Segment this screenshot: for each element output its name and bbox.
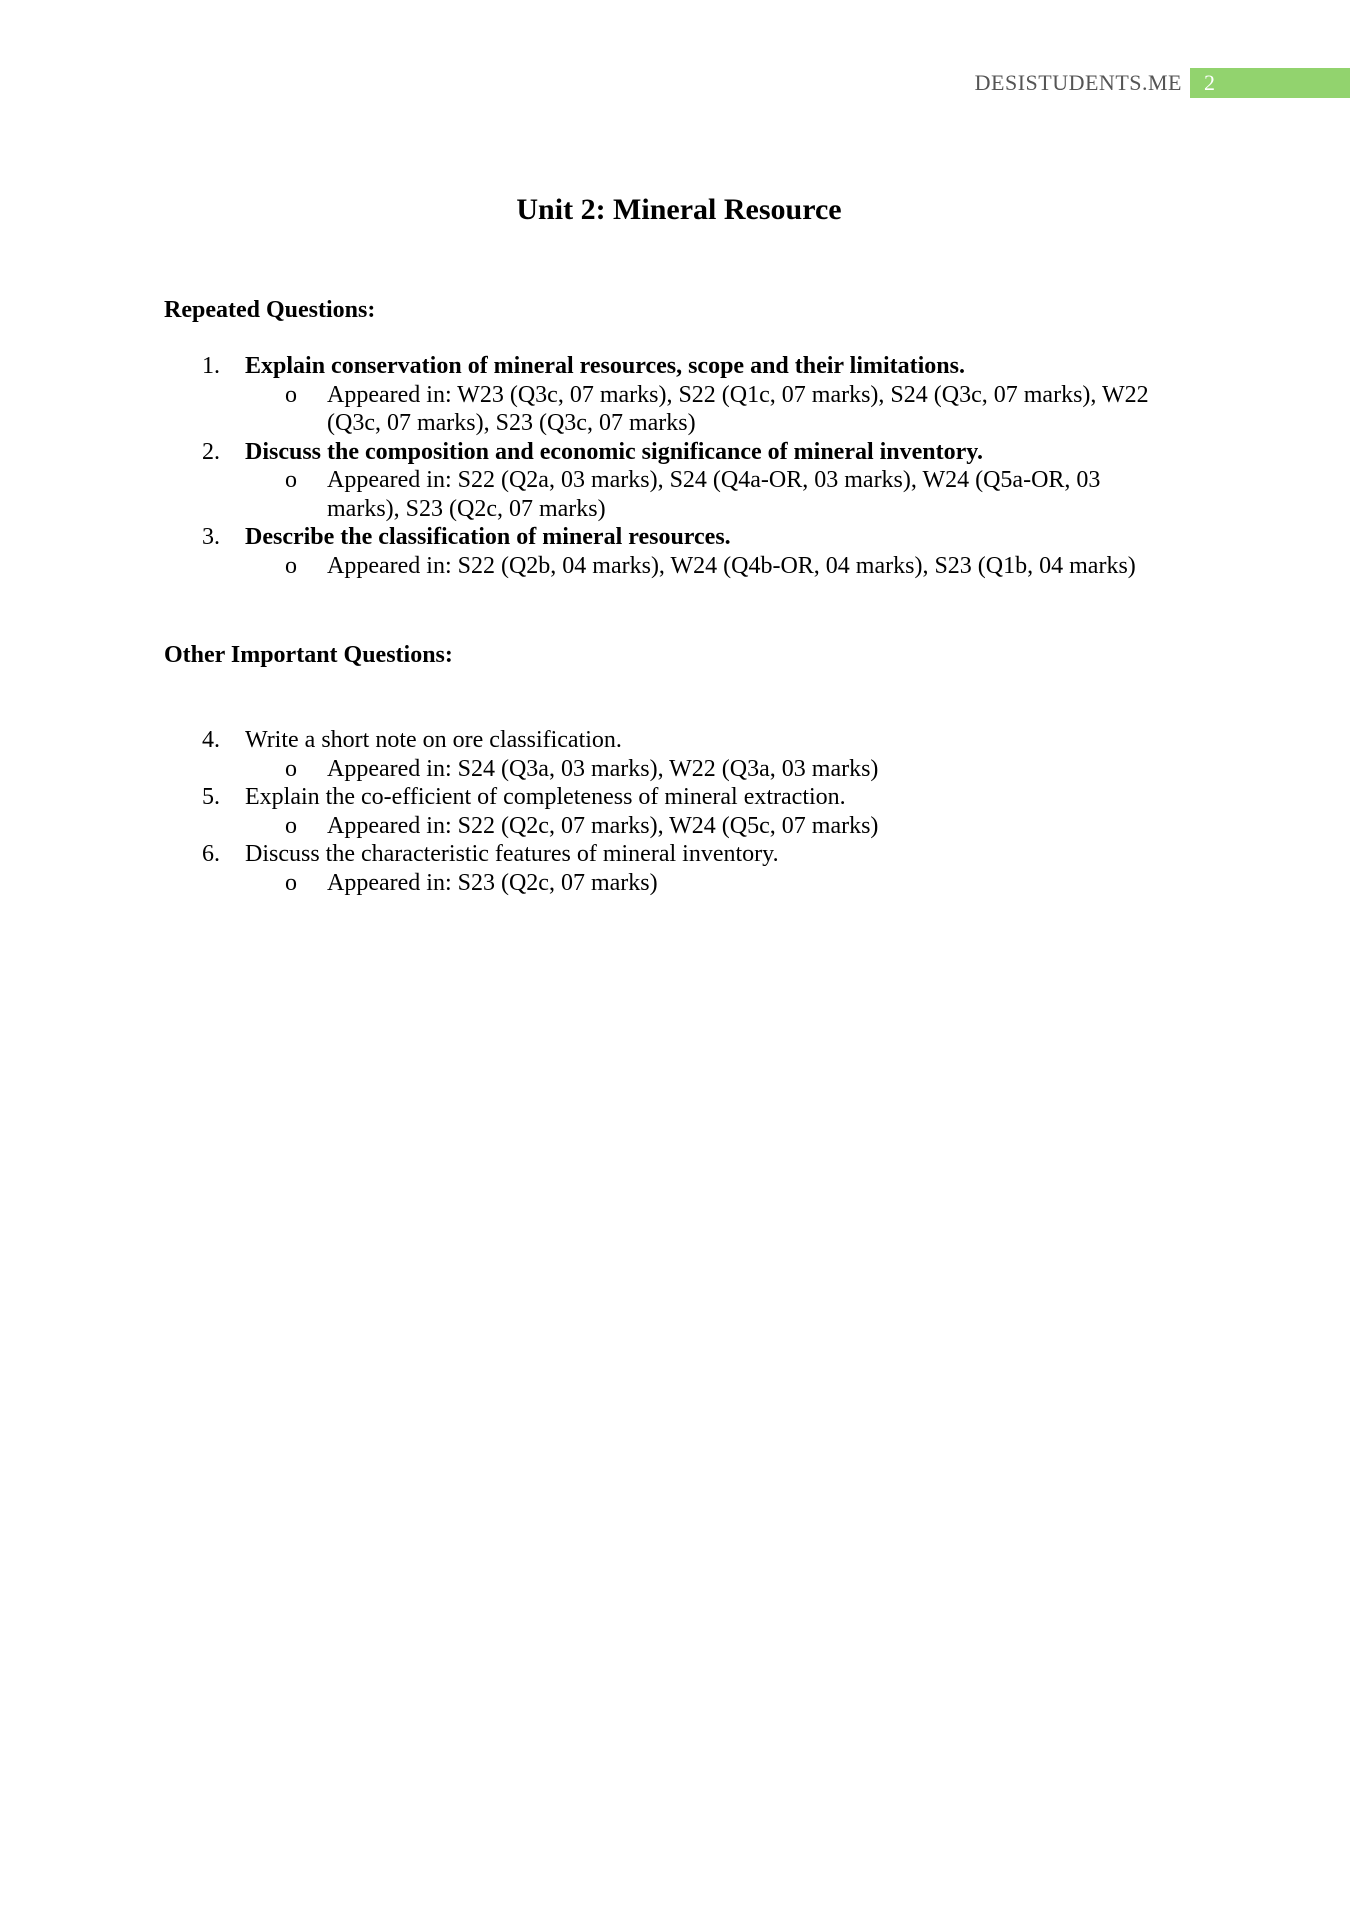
appeared-in-item — [164, 381, 1224, 438]
other-questions-heading: Other Important Questions: — [164, 642, 453, 668]
question-number: 4. — [202, 727, 220, 753]
question-item — [164, 726, 1224, 755]
question-item — [164, 783, 1224, 812]
question-number: 2. — [202, 438, 220, 465]
question-text: Write a short note on ore classification. — [245, 727, 622, 753]
repeated-questions-heading: Repeated Questions: — [164, 297, 376, 323]
question-text: Discuss the characteristic features of mineral inventory. — [245, 841, 779, 867]
appeared-in-line: Appeared in: S23 (Q2c, 07 marks) — [327, 869, 658, 896]
page-header — [0, 68, 1358, 98]
question-text: Explain the co-efficient of completeness of mineral extraction. — [245, 784, 846, 810]
appeared-in-line: Appeared in: S22 (Q2c, 07 marks), W24 (Q5c, 07 marks) — [327, 812, 879, 839]
bullet-icon: o — [285, 755, 297, 782]
repeated-questions-list — [164, 352, 1224, 580]
question-item — [164, 438, 1224, 467]
bullet-icon: o — [285, 869, 297, 896]
page-number: 2 — [1204, 70, 1215, 95]
appeared-in-line: Appeared in: W23 (Q3c, 07 marks), S22 (Q1c, 07 marks), S24 (Q3c, 07 marks), W22 — [327, 381, 1149, 408]
question-number: 3. — [202, 524, 220, 550]
appeared-in-item — [164, 466, 1224, 523]
question-item — [164, 840, 1224, 869]
bullet-icon: o — [285, 467, 297, 493]
appeared-in-line: (Q3c, 07 marks), S23 (Q3c, 07 marks) — [327, 410, 696, 436]
appeared-in-line: Appeared in: S22 (Q2a, 03 marks), S24 (Q4a-OR, 03 marks), W24 (Q5a-OR, 03 — [327, 467, 1101, 493]
question-number: 1. — [202, 353, 220, 379]
question-item — [164, 523, 1224, 552]
appeared-in-item — [164, 869, 1224, 898]
appeared-in-item — [164, 755, 1224, 784]
appeared-in-item — [164, 552, 1224, 581]
question-number: 5. — [202, 784, 220, 810]
bullet-icon: o — [285, 552, 297, 579]
site-name: DESISTUDENTS.ME — [974, 70, 1182, 95]
appeared-in-line: marks), S23 (Q2c, 07 marks) — [327, 495, 606, 522]
question-text: Explain conservation of mineral resources, scope and their limitations. — [245, 353, 965, 379]
bullet-icon: o — [285, 381, 297, 408]
question-item — [164, 352, 1224, 381]
page-title: Unit 2: Mineral Resource — [516, 193, 842, 226]
appeared-in-item — [164, 812, 1224, 841]
question-number: 6. — [202, 841, 220, 867]
bullet-icon: o — [285, 812, 297, 839]
question-text: Discuss the composition and economic significance of mineral inventory. — [245, 438, 983, 465]
question-text: Describe the classification of mineral resources. — [245, 524, 731, 550]
other-questions-list — [164, 726, 1224, 897]
appeared-in-line: Appeared in: S24 (Q3a, 03 marks), W22 (Q3a, 03 marks) — [327, 755, 879, 782]
page-number-box — [1190, 68, 1350, 98]
appeared-in-line: Appeared in: S22 (Q2b, 04 marks), W24 (Q4b-OR, 04 marks), S23 (Q1b, 04 marks) — [327, 552, 1136, 579]
